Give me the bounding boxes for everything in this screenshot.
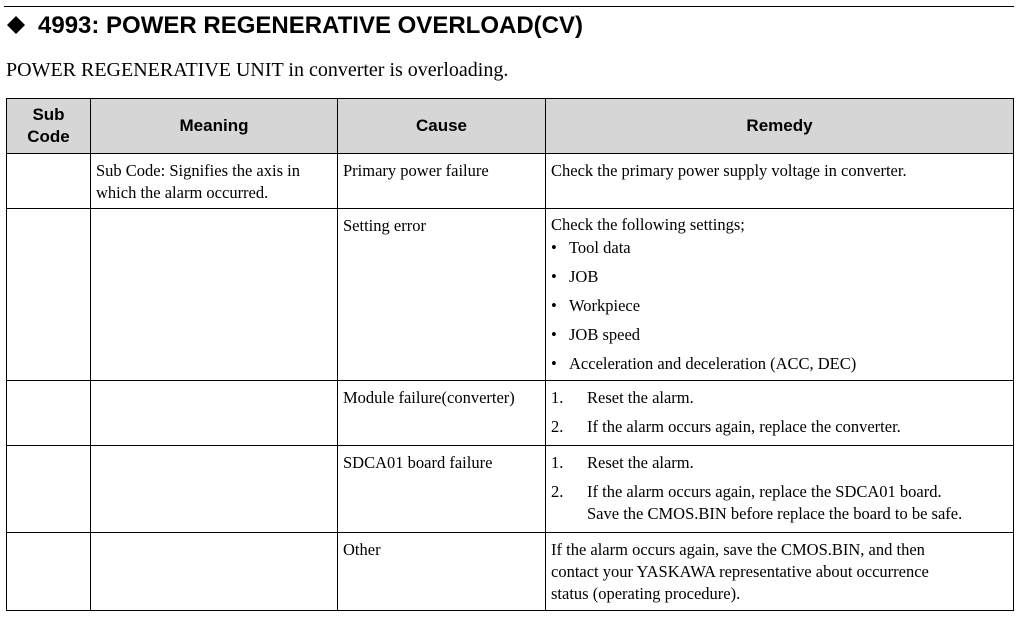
sub-code-cell xyxy=(7,533,91,611)
table-row xyxy=(7,446,1014,533)
list-item: 2. If the alarm occurs again, replace the converter. xyxy=(551,417,901,436)
remedy-steps xyxy=(551,387,1008,438)
list-item: • Workpiece xyxy=(551,295,1008,317)
remedy-cell xyxy=(546,381,1014,446)
meaning-cell xyxy=(91,533,338,611)
sub-code-cell xyxy=(7,446,91,533)
settings-list xyxy=(551,237,1008,375)
table-header-row xyxy=(7,99,1014,154)
header-cause: Cause xyxy=(338,99,546,154)
list-item: • Tool data xyxy=(551,237,1008,259)
list-item: • Acceleration and deceleration (ACC, DEC) xyxy=(551,353,1008,375)
meaning-cell xyxy=(91,446,338,533)
cause-cell: Other xyxy=(338,533,546,611)
alarm-description: POWER REGENERATIVE UNIT in converter is overloading. xyxy=(6,59,509,81)
meaning-cell: Sub Code: Signifies the axis in which the alarm occurred. xyxy=(91,154,338,209)
table-row xyxy=(7,154,1014,209)
alarm-title: 4993: POWER REGENERATIVE OVERLOAD(CV) xyxy=(38,12,583,39)
list-item: 1. Reset the alarm. xyxy=(551,388,694,407)
sub-code-cell xyxy=(7,381,91,446)
list-item: • JOB xyxy=(551,266,1008,288)
remedy-cell: Check the primary power supply voltage in converter. xyxy=(546,154,1014,209)
list-item: 2. If the alarm occurs again, replace the SDCA01 board. Save the CMOS.BIN before replace the board to be safe. xyxy=(551,482,963,523)
header-sub-code: Sub Code xyxy=(7,99,91,154)
cause-cell: Module failure(converter) xyxy=(338,381,546,446)
top-rule xyxy=(4,6,1014,7)
remedy-cell: If the alarm occurs again, save the CMOS.BIN, and then contact your YASKAWA representative about occurrence status (operating procedure). xyxy=(546,533,1014,611)
sub-code-cell xyxy=(7,154,91,209)
remedy-cell xyxy=(546,446,1014,533)
meaning-cell xyxy=(91,209,338,381)
sub-code-cell xyxy=(7,209,91,381)
header-meaning: Meaning xyxy=(91,99,338,154)
list-item: 1. Reset the alarm. xyxy=(551,453,694,472)
remedy-intro: Check the following settings; xyxy=(551,215,745,234)
remedy-cell xyxy=(546,209,1014,381)
table-row xyxy=(7,381,1014,446)
diamond-icon xyxy=(6,11,24,41)
cause-cell: Primary power failure xyxy=(338,154,546,209)
alarm-table xyxy=(6,98,1014,611)
table-row xyxy=(7,209,1014,381)
cause-cell: SDCA01 board failure xyxy=(338,446,546,533)
meaning-cell xyxy=(91,381,338,446)
table-row xyxy=(7,533,1014,611)
header-remedy: Remedy xyxy=(546,99,1014,154)
cause-cell: Setting error xyxy=(338,209,546,381)
remedy-steps xyxy=(551,452,1008,525)
list-item: • JOB speed xyxy=(551,324,1008,346)
alarm-heading xyxy=(6,11,583,41)
